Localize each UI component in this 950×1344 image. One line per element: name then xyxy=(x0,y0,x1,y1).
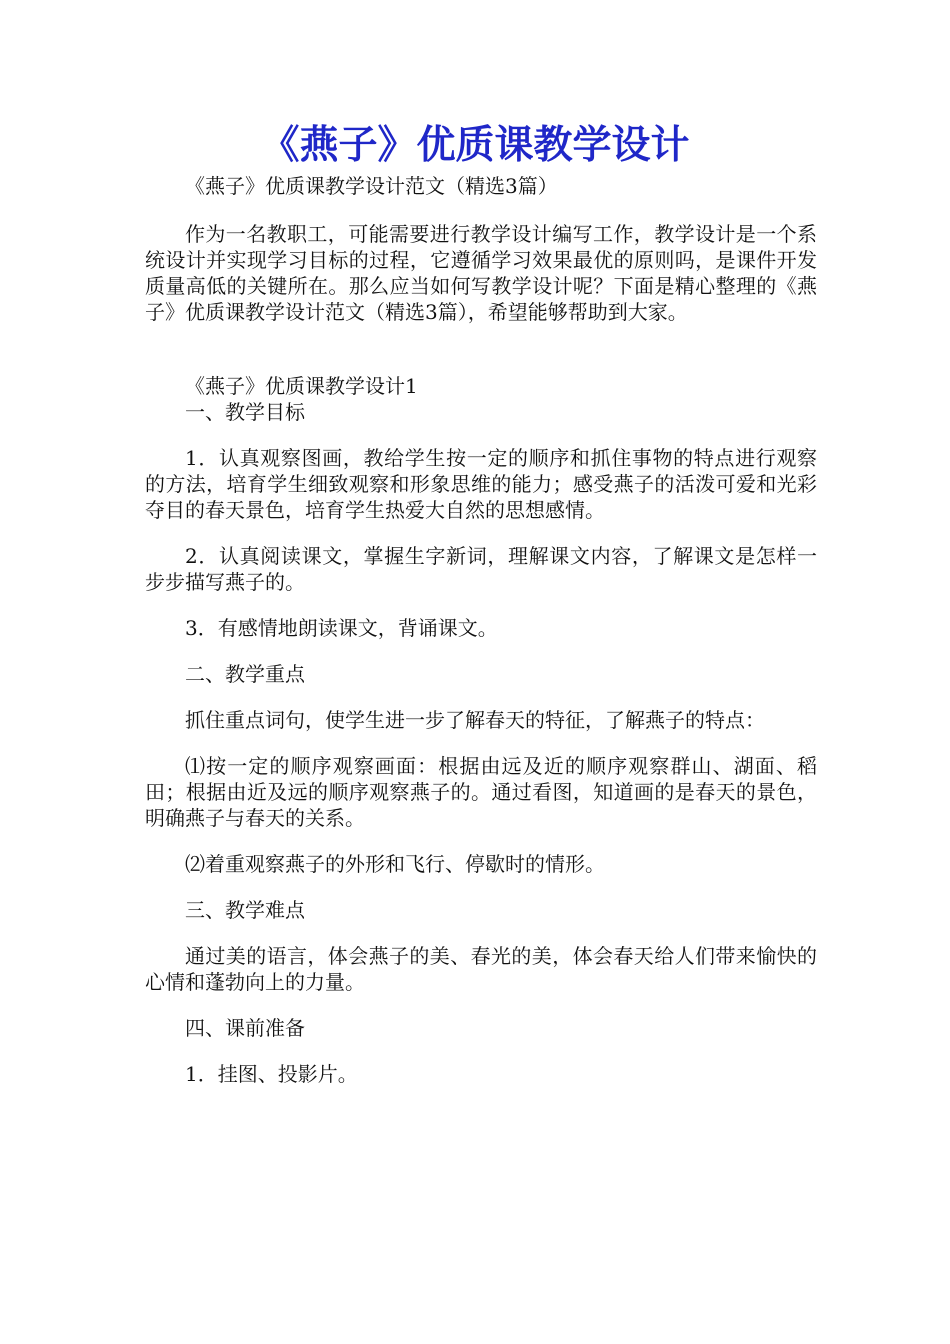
difficulty-paragraph: 通过美的语言，体会燕子的美、春光的美，体会春天给人们带来愉快的心情和蓬勃向上的力量。 xyxy=(145,944,817,994)
section-heading-focus: 二、教学重点 xyxy=(185,662,305,686)
goal-item-3: 3．有感情地朗读课文，背诵课文。 xyxy=(185,616,498,640)
focus-item-2: ⑵着重观察燕子的外形和飞行、停歇时的情形。 xyxy=(185,852,605,876)
section-heading-difficulty: 三、教学难点 xyxy=(185,898,305,922)
goal-item-2: 2．认真阅读课文，掌握生字新词，理解课文内容，了解课文是怎样一步步描写燕子的。 xyxy=(145,544,817,594)
document-subtitle: 《燕子》优质课教学设计范文（精选3篇） xyxy=(185,174,558,198)
preparation-item-1: 1．挂图、投影片。 xyxy=(185,1062,358,1086)
focus-item-1: ⑴按一定的顺序观察画面：根据由远及近的顺序观察群山、湖面、稻田；根据由近及远的顺序观察燕子的。通过看图，知道画的是春天的景色，明确燕子与春天的关系。 xyxy=(145,754,817,830)
focus-intro: 抓住重点词句，使学生进一步了解春天的特征，了解燕子的特点： xyxy=(185,708,765,732)
section-heading-preparation: 四、课前准备 xyxy=(185,1016,305,1040)
document-title: 《燕子》优质课教学设计 xyxy=(260,123,690,168)
intro-paragraph: 作为一名教职工，可能需要进行教学设计编写工作，教学设计是一个系统设计并实现学习目标的过程，它遵循学习效果最优的原则吗，是课件开发质量高低的关键所在。那么应当如何写教学设计呢？下面是精心整理的《燕子》优质课教学设计范文（精选3篇），希望能够帮助到大家。 xyxy=(145,222,817,324)
goal-item-1: 1．认真观察图画，教给学生按一定的顺序和抓住事物的特点进行观察的方法，培育学生细致观察和形象思维的能力；感受燕子的活泼可爱和光彩夺目的春天景色，培育学生热爱大自然的思想感情。 xyxy=(145,446,817,522)
section-heading-goals: 一、教学目标 xyxy=(185,400,305,424)
document-body xyxy=(145,173,817,1087)
article-title: 《燕子》优质课教学设计1 xyxy=(185,374,418,398)
